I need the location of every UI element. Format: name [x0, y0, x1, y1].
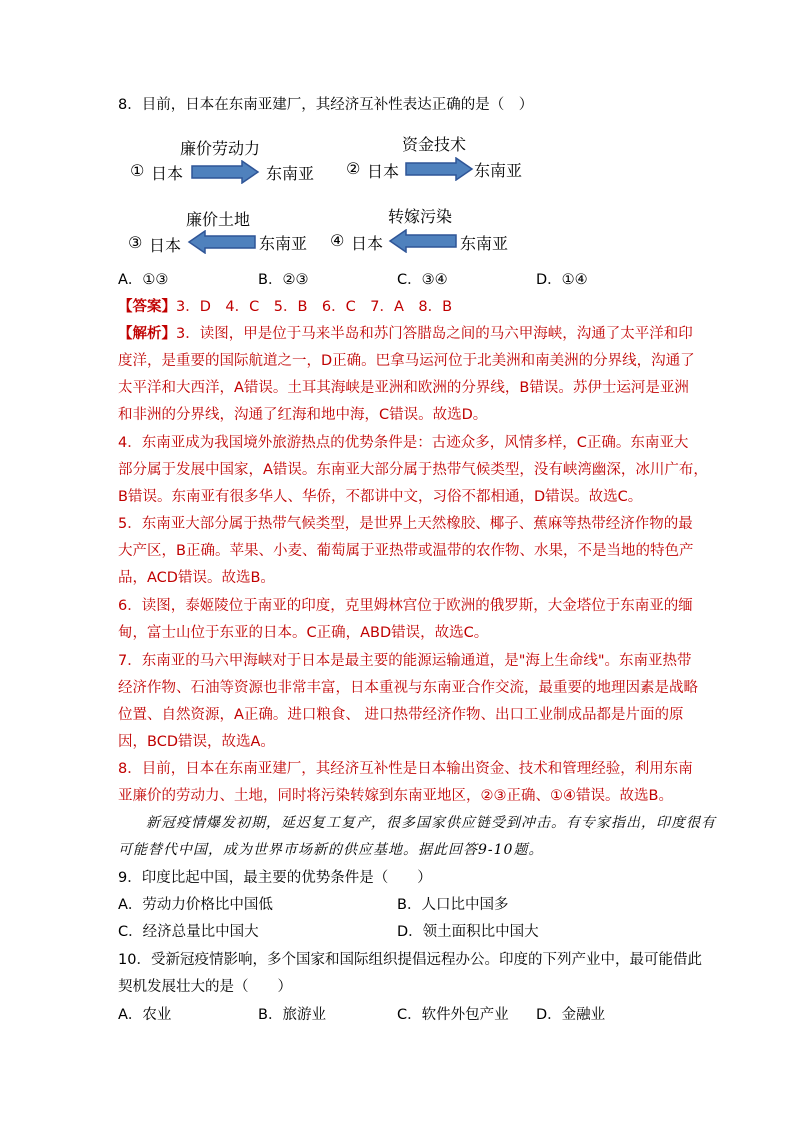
left-arrow-icon: [388, 229, 458, 253]
analysis-line: 5．东南亚大部分属于热带气候类型，是世界上天然橡胶、椰子、蕉麻等热带经济作物的最: [118, 516, 693, 532]
analysis-line: 部分属于发展中国家，A错误。东南亚大部分属于热带气候类型，没有峡湾幽深，冰川广布，: [118, 462, 708, 478]
q8-question: 8．目前，日本在东南亚建厂，其经济互补性表达正确的是（ ）: [118, 97, 534, 113]
q8-option-c: C．③④: [397, 272, 448, 288]
analysis-line: 经济作物、石油等资源也非常丰富，日本重视与东南亚合作交流，最重要的地理因素是战略: [118, 680, 698, 696]
q10-question-line-2: 契机发展壮大的是（ ）: [118, 979, 292, 995]
q9-option-d: D．领土面积比中国大: [397, 924, 539, 940]
diagram-4-label: 转嫁污染: [388, 207, 453, 226]
q8-options: [118, 270, 718, 290]
q9-options-row-1: [118, 895, 718, 915]
q8-option-b: B．②③: [258, 272, 309, 288]
passage-line: 可能替代中国，成为世界市场新的供应基地。据此回答9-10题。: [118, 842, 544, 858]
answer-tag: 【答案】: [118, 299, 176, 315]
analysis-line: 亚廉价的劳动力、土地，同时将污染转嫁到东南亚地区，②③正确、①④错误。故选B。: [118, 788, 673, 804]
right-arrow-icon: [190, 160, 260, 184]
analysis-line: 7．东南亚的马六甲海峡对于日本是最主要的能源运输通道，是"海上生命线"。东南亚热带: [118, 653, 692, 669]
q10-option-d: D．金融业: [536, 1007, 606, 1023]
analysis-line: [118, 324, 693, 344]
diagram-1-left: 日本: [151, 164, 184, 183]
analysis-line: 和非洲的分界线，沟通了红海和地中海，C错误。故选D。: [118, 407, 488, 423]
q9-option-b: B．人口比中国多: [397, 897, 509, 913]
analysis-line: 品，ACD错误。故选B。: [118, 570, 275, 586]
diagram-3-label: 廉价土地: [186, 210, 251, 229]
q10-option-a: A．农业: [118, 1007, 172, 1023]
analysis-line: 大产区，B正确。苹果、小麦、葡萄属于亚热带或温带的农作物、水果，不是当地的特色产: [118, 543, 694, 559]
q9-question: 9．印度比起中国，最主要的优势条件是（ ）: [118, 870, 432, 886]
analysis-text: 3．读图，甲是位于马来半岛和苏门答腊岛之间的马六甲海峡，沟通了太平洋和印: [176, 326, 693, 342]
analysis-line: 8．目前，日本在东南亚建厂，其经济互补性是日本输出资金、技术和管理经验，利用东南: [118, 761, 693, 777]
answer-text: 3．D 4．C 5．B 6．C 7．A 8．B: [176, 299, 453, 315]
diagram-3-right: 东南亚: [259, 234, 308, 253]
diagram-1-num: ①: [130, 161, 145, 180]
diagram-2-left: 日本: [367, 162, 400, 181]
analysis-line: 因，BCD错误，故选A。: [118, 734, 275, 750]
diagram-3-left: 日本: [149, 236, 182, 255]
analysis-line: 太平洋和大西洋，A错误。土耳其海峡是亚洲和欧洲的分界线，B错误。苏伊士运河是亚洲: [118, 380, 689, 396]
diagram-4-num: ④: [330, 231, 345, 250]
left-arrow-icon: [187, 230, 257, 254]
q10-option-c: C．软件外包产业: [397, 1007, 509, 1023]
analysis-tag: 【解析】: [118, 326, 176, 342]
q10-options: [118, 1005, 718, 1025]
q9-option-c: C．经济总量比中国大: [118, 924, 259, 940]
diagram-2-num: ②: [346, 159, 361, 178]
q8-option-d: D．①④: [536, 272, 588, 288]
diagram-3-num: ③: [128, 233, 143, 252]
diagram-1-label: 廉价劳动力: [180, 139, 261, 158]
diagram-4-right: 东南亚: [460, 234, 509, 253]
diagram-2-label: 资金技术: [402, 135, 467, 154]
analysis-line: 位置、自然资源，A正确。进口粮食、 进口热带经济作物、出口工业制成品都是片面的原: [118, 707, 684, 723]
analysis-line: 甸，富士山位于东亚的日本。C正确，ABD错误，故选C。: [118, 625, 489, 641]
analysis-line: 4．东南亚成为我国境外旅游热点的优势条件是：古迹众多，风情多样，C正确。东南亚大: [118, 435, 689, 451]
right-arrow-icon: [404, 157, 474, 181]
q9-option-a: A．劳动力价格比中国低: [118, 897, 273, 913]
q10-option-b: B．旅游业: [258, 1007, 326, 1023]
diagram-2-right: 东南亚: [474, 161, 523, 180]
analysis-line: 6．读图，泰姬陵位于南亚的印度，克里姆林宫位于欧洲的俄罗斯，大金塔位于东南亚的缅: [118, 598, 693, 614]
q9-options-row-2: [118, 922, 718, 942]
diagram-4-left: 日本: [351, 234, 384, 253]
analysis-line: 度洋，是重要的国际航道之一，D正确。巴拿马运河位于北美洲和南美洲的分界线，沟通了: [118, 353, 695, 369]
passage-line: 新冠疫情爆发初期，延迟复工复产，很多国家供应链受到冲击。有专家指出，印度很有: [146, 815, 716, 831]
answer-line: [118, 297, 452, 317]
diagram-1-right: 东南亚: [266, 164, 315, 183]
q8-option-a: A．①③: [118, 272, 169, 288]
analysis-line: B错误。东南亚有很多华人、华侨，不都讲中文，习俗不都相通，D错误。故选C。: [118, 489, 643, 505]
q10-question-line-1: 10．受新冠疫情影响，多个国家和国际组织提倡远程办公。印度的下列产业中，最可能借此: [118, 952, 702, 968]
